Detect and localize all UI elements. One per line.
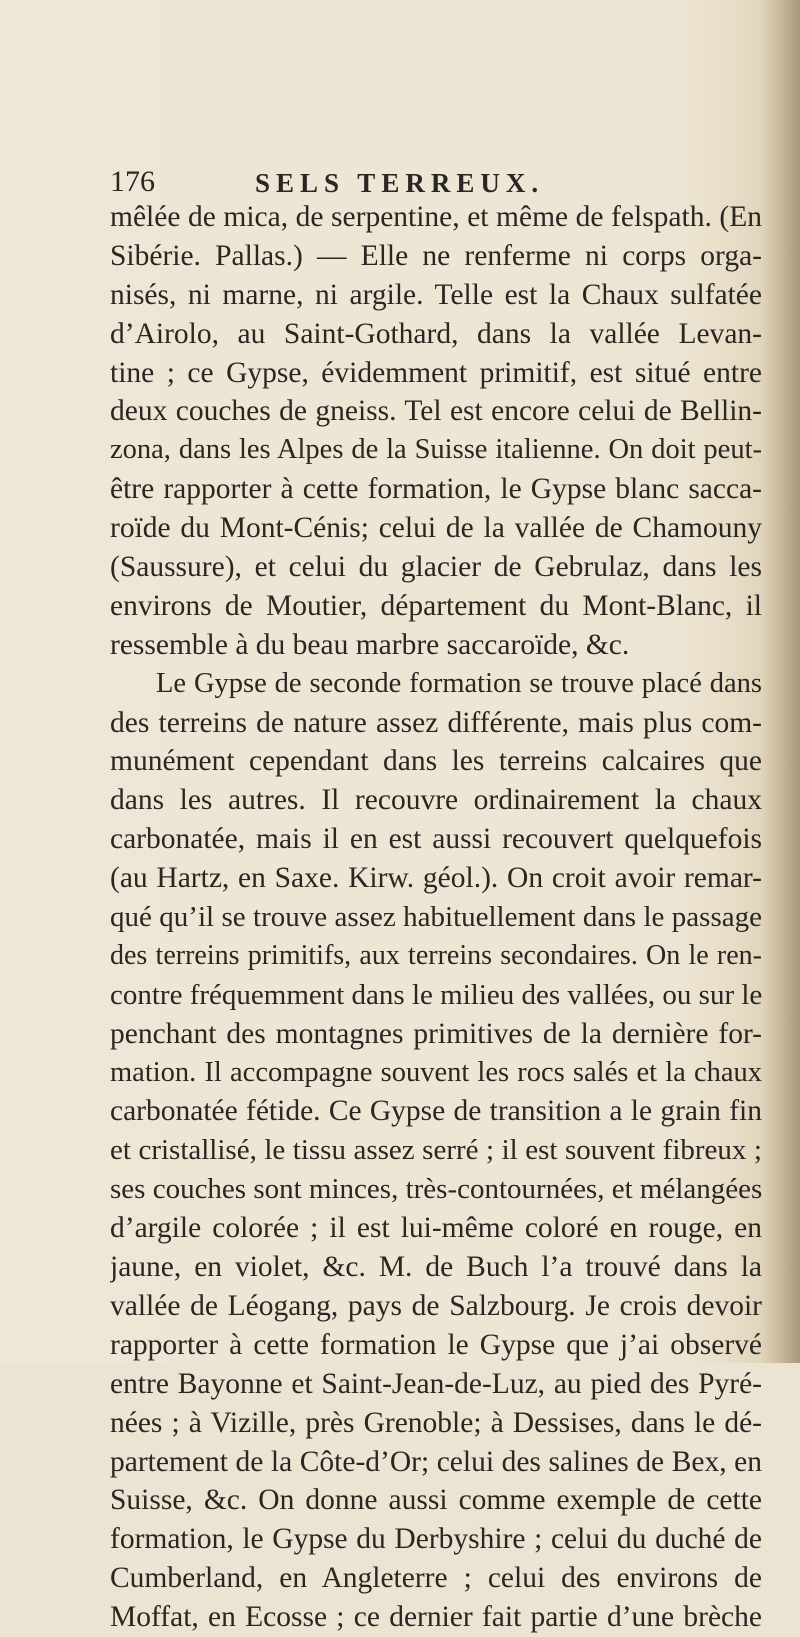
- text-line: des terreins de nature assez différente, mais plus com-: [110, 706, 762, 739]
- text-line: carbonatée fétide. Ce Gypse de transition a le grain fin: [110, 1095, 762, 1128]
- text-line: Le Gypse de seconde formation se trouve placé dans: [156, 667, 762, 699]
- text-line: penchant des montagnes primitives de la dernière for-: [110, 1017, 762, 1050]
- text-line: Moffat, en Ecosse ; ce dernier fait partie d’une brèche: [110, 1601, 762, 1634]
- text-line: carbonatée, mais il en est aussi recouvert quelquefois: [110, 823, 762, 856]
- text-line: d’argile colorée ; il est lui-même coloré en rouge, en: [110, 1212, 762, 1245]
- page-edge-shadow: [762, 0, 800, 1363]
- page-header: [110, 165, 750, 199]
- text-line: deux couches de gneiss. Tel est encore celui de Bellin-: [110, 395, 762, 428]
- text-line: munément cependant dans les terreins calcaires que: [110, 745, 762, 778]
- text-line: des terreins primitifs, aux terreins secondaires. On le ren-: [110, 939, 762, 971]
- text-line: vallée de Léogang, pays de Salzbourg. Je crois devoir: [110, 1289, 762, 1322]
- text-line: dans les autres. Il recouvre ordinairement la chaux: [110, 784, 762, 817]
- page-number: 176: [110, 165, 155, 198]
- text-line: ses couches sont minces, très-contournées, et mélangées: [110, 1173, 762, 1206]
- text-line: (au Hartz, en Saxe. Kirw. géol.). On croit avoir remar-: [110, 862, 762, 895]
- text-line: mêlée de mica, de serpentine, et même de felspath. (En: [110, 201, 762, 233]
- text-line: et cristallisé, le tissu assez serré ; il est souvent fibreux ;: [110, 1134, 762, 1167]
- text-line: mation. Il accompagne souvent les rocs salés et la chaux: [110, 1056, 762, 1088]
- text-line: Suisse, &c. On donne aussi comme exemple de cette: [110, 1484, 762, 1517]
- text-line: (Saussure), et celui du glacier de Gebrulaz, dans les: [110, 551, 762, 584]
- text-line: être rapporter à cette formation, le Gypse blanc sacca-: [110, 473, 762, 506]
- running-head: SELS TERREUX.: [255, 168, 545, 198]
- text-line: partement de la Côte-d’Or; celui des salines de Bex, en: [110, 1445, 762, 1478]
- text-line: qué qu’il se trouve assez habituellement dans le passage: [110, 901, 762, 934]
- text-line: nées ; à Vizille, près Grenoble; à Dessises, dans le dé-: [110, 1406, 762, 1439]
- text-line: jaune, en violet, &c. M. de Buch l’a trouvé dans la: [110, 1251, 762, 1284]
- text-line: nisés, ni marne, ni argile. Telle est la Chaux sulfatée: [110, 278, 762, 311]
- text-line: tine ; ce Gypse, évidemment primitif, est situé entre: [110, 356, 762, 389]
- text-line: d’Airolo, au Saint-Gothard, dans la vallée Levan-: [110, 317, 762, 350]
- text-line: ressemble à du beau marbre saccaroïde, &c.: [110, 628, 630, 661]
- text-line: rapporter à cette formation le Gypse que j’ai observé: [110, 1328, 762, 1361]
- text-line: entre Bayonne et Saint-Jean-de-Luz, au pied des Pyré-: [110, 1367, 762, 1400]
- text-line: formation, le Gypse du Derbyshire ; celui du duché de: [110, 1523, 762, 1556]
- body-text: [110, 198, 762, 1637]
- text-line: Cumberland, en Angleterre ; celui des environs de: [110, 1562, 762, 1595]
- text-line: zona, dans les Alpes de la Suisse italienne. On doit peut-: [110, 434, 762, 466]
- text-line: environs de Moutier, département du Mont-Blanc, il: [110, 589, 762, 622]
- text-line: roïde du Mont-Cénis; celui de la vallée de Chamouny: [110, 512, 762, 545]
- text-line: contre fréquemment dans le milieu des vallées, ou sur le: [110, 978, 762, 1011]
- text-line: Sibérie. Pallas.) — Elle ne renferme ni corps orga-: [110, 239, 762, 272]
